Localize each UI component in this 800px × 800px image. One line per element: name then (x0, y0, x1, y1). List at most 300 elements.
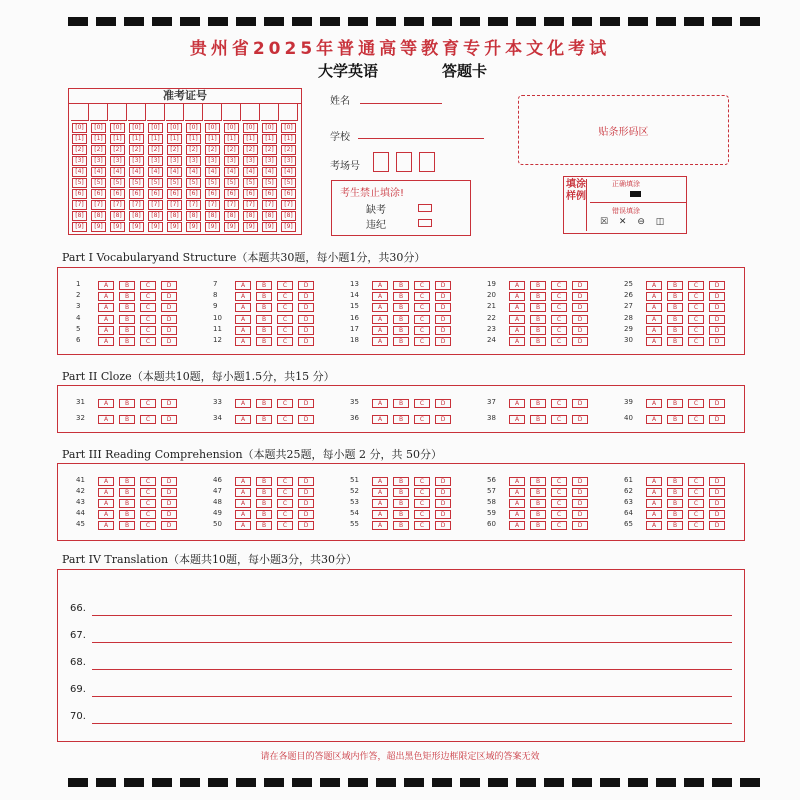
answer-option-d[interactable]: D (435, 477, 451, 486)
admission-digit-bubble[interactable]: [1] (167, 134, 182, 144)
answer-option-a[interactable]: A (646, 292, 662, 301)
admission-digit-bubble[interactable]: [8] (243, 211, 258, 221)
answer-option-c[interactable]: C (551, 399, 567, 408)
admission-digit-bubble[interactable]: [9] (224, 222, 239, 232)
answer-option-b[interactable]: B (393, 499, 409, 508)
answer-option-d[interactable]: D (435, 337, 451, 346)
admission-digit-bubble[interactable]: [7] (205, 200, 220, 210)
admission-digit-bubble[interactable]: [1] (110, 134, 125, 144)
answer-option-a[interactable]: A (235, 510, 251, 519)
admission-digit-bubble[interactable]: [8] (167, 211, 182, 221)
answer-option-c[interactable]: C (551, 292, 567, 301)
admission-digit-bubble[interactable]: [8] (110, 211, 125, 221)
admission-digit-bubble[interactable]: [2] (167, 145, 182, 155)
answer-option-a[interactable]: A (509, 315, 525, 324)
admission-digit-bubble[interactable]: [3] (224, 156, 239, 166)
answer-option-c[interactable]: C (551, 326, 567, 335)
admission-digit-bubble[interactable]: [9] (129, 222, 144, 232)
admission-number-write-cell[interactable] (71, 104, 89, 121)
translation-answer-line[interactable] (92, 723, 732, 724)
admission-number-write-cell[interactable] (223, 104, 241, 121)
answer-option-c[interactable]: C (414, 303, 430, 312)
admission-digit-bubble[interactable]: [4] (91, 167, 106, 177)
answer-option-d[interactable]: D (435, 303, 451, 312)
answer-option-d[interactable]: D (709, 477, 725, 486)
answer-option-a[interactable]: A (235, 337, 251, 346)
answer-option-a[interactable]: A (646, 326, 662, 335)
answer-option-c[interactable]: C (414, 510, 430, 519)
admission-digit-bubble[interactable]: [0] (262, 123, 277, 133)
admission-digit-bubble[interactable]: [4] (148, 167, 163, 177)
answer-option-b[interactable]: B (393, 488, 409, 497)
answer-option-a[interactable]: A (372, 281, 388, 290)
answer-option-c[interactable]: C (688, 315, 704, 324)
translation-answer-line[interactable] (92, 615, 732, 616)
admission-digit-bubble[interactable]: [3] (129, 156, 144, 166)
answer-option-c[interactable]: C (414, 337, 430, 346)
answer-option-a[interactable]: A (98, 477, 114, 486)
answer-option-c[interactable]: C (140, 488, 156, 497)
answer-option-c[interactable]: C (414, 521, 430, 530)
answer-option-b[interactable]: B (119, 292, 135, 301)
admission-digit-bubble[interactable]: [8] (186, 211, 201, 221)
answer-option-d[interactable]: D (161, 326, 177, 335)
answer-option-c[interactable]: C (414, 399, 430, 408)
answer-option-d[interactable]: D (709, 488, 725, 497)
answer-option-d[interactable]: D (161, 292, 177, 301)
answer-option-a[interactable]: A (235, 326, 251, 335)
exam-room-box-2[interactable] (396, 152, 412, 172)
admission-digit-bubble[interactable]: [6] (91, 189, 106, 199)
answer-option-d[interactable]: D (298, 281, 314, 290)
answer-option-d[interactable]: D (435, 415, 451, 424)
admission-digit-bubble[interactable]: [1] (243, 134, 258, 144)
answer-option-b[interactable]: B (119, 337, 135, 346)
admission-digit-bubble[interactable]: [6] (224, 189, 239, 199)
admission-number-write-cell[interactable] (185, 104, 203, 121)
answer-option-a[interactable]: A (372, 292, 388, 301)
name-field[interactable] (360, 102, 442, 104)
admission-digit-bubble[interactable]: [6] (281, 189, 296, 199)
admission-digit-bubble[interactable]: [3] (281, 156, 296, 166)
answer-option-b[interactable]: B (530, 326, 546, 335)
admission-digit-bubble[interactable]: [1] (72, 134, 87, 144)
answer-option-a[interactable]: A (509, 337, 525, 346)
answer-option-d[interactable]: D (709, 399, 725, 408)
admission-digit-bubble[interactable]: [5] (91, 178, 106, 188)
answer-option-b[interactable]: B (667, 477, 683, 486)
admission-digit-bubble[interactable]: [5] (205, 178, 220, 188)
answer-option-b[interactable]: B (256, 281, 272, 290)
answer-option-a[interactable]: A (372, 415, 388, 424)
admission-digit-bubble[interactable]: [3] (148, 156, 163, 166)
admission-digit-bubble[interactable]: [8] (224, 211, 239, 221)
answer-option-b[interactable]: B (530, 281, 546, 290)
translation-answer-line[interactable] (92, 696, 732, 697)
answer-option-d[interactable]: D (709, 510, 725, 519)
answer-option-b[interactable]: B (119, 399, 135, 408)
answer-option-d[interactable]: D (572, 303, 588, 312)
answer-option-b[interactable]: B (667, 303, 683, 312)
answer-option-b[interactable]: B (393, 399, 409, 408)
answer-option-b[interactable]: B (667, 315, 683, 324)
answer-option-c[interactable]: C (551, 499, 567, 508)
answer-option-a[interactable]: A (235, 477, 251, 486)
answer-option-d[interactable]: D (572, 521, 588, 530)
answer-option-c[interactable]: C (140, 499, 156, 508)
answer-option-c[interactable]: C (688, 477, 704, 486)
admission-digit-bubble[interactable]: [0] (148, 123, 163, 133)
admission-digit-bubble[interactable]: [2] (72, 145, 87, 155)
admission-digit-bubble[interactable]: [0] (91, 123, 106, 133)
admission-number-write-cell[interactable] (147, 104, 165, 121)
answer-option-c[interactable]: C (414, 315, 430, 324)
admission-digit-bubble[interactable]: [1] (148, 134, 163, 144)
answer-option-b[interactable]: B (530, 315, 546, 324)
answer-option-a[interactable]: A (646, 281, 662, 290)
answer-option-d[interactable]: D (298, 326, 314, 335)
answer-option-d[interactable]: D (709, 303, 725, 312)
answer-option-c[interactable]: C (551, 303, 567, 312)
answer-option-b[interactable]: B (393, 281, 409, 290)
admission-digit-bubble[interactable]: [4] (167, 167, 182, 177)
answer-option-a[interactable]: A (372, 399, 388, 408)
answer-option-b[interactable]: B (119, 510, 135, 519)
answer-option-c[interactable]: C (688, 399, 704, 408)
admission-digit-bubble[interactable]: [5] (129, 178, 144, 188)
admission-number-write-cell[interactable] (90, 104, 108, 121)
admission-number-write-cell[interactable] (280, 104, 298, 121)
admission-digit-bubble[interactable]: [1] (281, 134, 296, 144)
answer-option-c[interactable]: C (551, 521, 567, 530)
answer-option-b[interactable]: B (256, 510, 272, 519)
admission-number-write-cell[interactable] (261, 104, 279, 121)
answer-option-d[interactable]: D (161, 415, 177, 424)
answer-option-c[interactable]: C (140, 281, 156, 290)
answer-option-d[interactable]: D (298, 315, 314, 324)
admission-digit-bubble[interactable]: [9] (262, 222, 277, 232)
admission-digit-bubble[interactable]: [1] (262, 134, 277, 144)
answer-option-c[interactable]: C (551, 477, 567, 486)
answer-option-a[interactable]: A (646, 499, 662, 508)
admission-digit-bubble[interactable]: [9] (281, 222, 296, 232)
answer-option-a[interactable]: A (646, 315, 662, 324)
answer-option-a[interactable]: A (509, 499, 525, 508)
admission-digit-bubble[interactable]: [0] (281, 123, 296, 133)
answer-option-a[interactable]: A (235, 399, 251, 408)
admission-digit-bubble[interactable]: [7] (243, 200, 258, 210)
admission-number-write-cell[interactable] (128, 104, 146, 121)
answer-option-c[interactable]: C (414, 292, 430, 301)
admission-digit-bubble[interactable]: [7] (224, 200, 239, 210)
answer-option-d[interactable]: D (709, 499, 725, 508)
answer-option-c[interactable]: C (414, 488, 430, 497)
answer-option-b[interactable]: B (667, 337, 683, 346)
answer-option-d[interactable]: D (435, 499, 451, 508)
answer-option-a[interactable]: A (509, 399, 525, 408)
answer-option-d[interactable]: D (435, 521, 451, 530)
answer-option-c[interactable]: C (277, 477, 293, 486)
admission-digit-bubble[interactable]: [8] (262, 211, 277, 221)
answer-option-b[interactable]: B (119, 303, 135, 312)
admission-digit-bubble[interactable]: [3] (167, 156, 182, 166)
admission-digit-bubble[interactable]: [0] (167, 123, 182, 133)
answer-option-c[interactable]: C (688, 326, 704, 335)
answer-option-d[interactable]: D (435, 488, 451, 497)
answer-option-b[interactable]: B (667, 292, 683, 301)
answer-option-a[interactable]: A (98, 399, 114, 408)
answer-option-d[interactable]: D (709, 315, 725, 324)
admission-digit-bubble[interactable]: [8] (148, 211, 163, 221)
answer-option-a[interactable]: A (98, 510, 114, 519)
answer-option-c[interactable]: C (140, 477, 156, 486)
admission-digit-bubble[interactable]: [4] (205, 167, 220, 177)
answer-option-c[interactable]: C (688, 303, 704, 312)
answer-option-d[interactable]: D (572, 326, 588, 335)
answer-option-b[interactable]: B (256, 415, 272, 424)
translation-answer-line[interactable] (92, 669, 732, 670)
answer-option-d[interactable]: D (709, 292, 725, 301)
answer-option-b[interactable]: B (256, 326, 272, 335)
answer-option-b[interactable]: B (393, 337, 409, 346)
admission-digit-bubble[interactable]: [8] (205, 211, 220, 221)
admission-number-write-cell[interactable] (166, 104, 184, 121)
answer-option-b[interactable]: B (530, 510, 546, 519)
answer-option-a[interactable]: A (98, 281, 114, 290)
answer-option-b[interactable]: B (256, 315, 272, 324)
admission-digit-bubble[interactable]: [9] (186, 222, 201, 232)
answer-option-d[interactable]: D (435, 510, 451, 519)
answer-option-a[interactable]: A (235, 292, 251, 301)
answer-option-b[interactable]: B (119, 315, 135, 324)
answer-option-b[interactable]: B (530, 488, 546, 497)
answer-option-b[interactable]: B (256, 292, 272, 301)
admission-number-write-cell[interactable] (204, 104, 222, 121)
answer-option-c[interactable]: C (414, 499, 430, 508)
answer-option-d[interactable]: D (572, 281, 588, 290)
admission-digit-bubble[interactable]: [6] (110, 189, 125, 199)
answer-option-c[interactable]: C (551, 415, 567, 424)
answer-option-c[interactable]: C (414, 281, 430, 290)
school-field[interactable] (358, 137, 484, 139)
answer-option-a[interactable]: A (98, 303, 114, 312)
translation-answer-line[interactable] (92, 642, 732, 643)
admission-digit-bubble[interactable]: [2] (262, 145, 277, 155)
answer-option-b[interactable]: B (256, 337, 272, 346)
answer-option-a[interactable]: A (646, 488, 662, 497)
answer-option-d[interactable]: D (298, 337, 314, 346)
answer-option-b[interactable]: B (119, 499, 135, 508)
answer-option-a[interactable]: A (372, 510, 388, 519)
answer-option-c[interactable]: C (277, 415, 293, 424)
admission-digit-bubble[interactable]: [4] (281, 167, 296, 177)
answer-option-d[interactable]: D (298, 510, 314, 519)
admission-digit-bubble[interactable]: [4] (262, 167, 277, 177)
answer-option-b[interactable]: B (119, 326, 135, 335)
answer-option-d[interactable]: D (572, 315, 588, 324)
admission-digit-bubble[interactable]: [0] (186, 123, 201, 133)
admission-digit-bubble[interactable]: [6] (129, 189, 144, 199)
admission-digit-bubble[interactable]: [1] (186, 134, 201, 144)
answer-option-c[interactable]: C (277, 292, 293, 301)
answer-option-b[interactable]: B (119, 477, 135, 486)
answer-option-d[interactable]: D (298, 292, 314, 301)
answer-option-c[interactable]: C (140, 315, 156, 324)
answer-option-d[interactable]: D (298, 415, 314, 424)
answer-option-c[interactable]: C (551, 337, 567, 346)
answer-option-a[interactable]: A (235, 488, 251, 497)
absent-checkbox[interactable] (418, 204, 432, 212)
answer-option-b[interactable]: B (256, 477, 272, 486)
answer-option-c[interactable]: C (140, 510, 156, 519)
answer-option-a[interactable]: A (98, 326, 114, 335)
answer-option-a[interactable]: A (372, 326, 388, 335)
answer-option-a[interactable]: A (235, 499, 251, 508)
answer-option-d[interactable]: D (435, 281, 451, 290)
answer-option-b[interactable]: B (530, 303, 546, 312)
admission-digit-bubble[interactable]: [5] (167, 178, 182, 188)
admission-digit-bubble[interactable]: [1] (129, 134, 144, 144)
answer-option-c[interactable]: C (140, 303, 156, 312)
answer-option-b[interactable]: B (530, 499, 546, 508)
answer-option-a[interactable]: A (509, 488, 525, 497)
answer-option-d[interactable]: D (161, 499, 177, 508)
answer-option-d[interactable]: D (298, 303, 314, 312)
answer-option-c[interactable]: C (688, 521, 704, 530)
answer-option-a[interactable]: A (509, 281, 525, 290)
answer-option-a[interactable]: A (98, 415, 114, 424)
admission-digit-bubble[interactable]: [0] (224, 123, 239, 133)
answer-option-a[interactable]: A (372, 499, 388, 508)
answer-option-c[interactable]: C (140, 521, 156, 530)
answer-option-c[interactable]: C (140, 415, 156, 424)
admission-digit-bubble[interactable]: [5] (186, 178, 201, 188)
answer-option-d[interactable]: D (298, 488, 314, 497)
answer-option-d[interactable]: D (435, 326, 451, 335)
answer-option-a[interactable]: A (372, 303, 388, 312)
answer-option-a[interactable]: A (98, 315, 114, 324)
answer-option-a[interactable]: A (372, 521, 388, 530)
admission-digit-bubble[interactable]: [7] (72, 200, 87, 210)
admission-digit-bubble[interactable]: [2] (224, 145, 239, 155)
answer-option-b[interactable]: B (393, 326, 409, 335)
answer-option-b[interactable]: B (530, 399, 546, 408)
answer-option-d[interactable]: D (572, 477, 588, 486)
answer-option-d[interactable]: D (161, 281, 177, 290)
answer-option-b[interactable]: B (393, 477, 409, 486)
admission-digit-bubble[interactable]: [6] (72, 189, 87, 199)
violation-checkbox[interactable] (418, 219, 432, 227)
admission-digit-bubble[interactable]: [0] (243, 123, 258, 133)
answer-option-b[interactable]: B (667, 499, 683, 508)
answer-option-d[interactable]: D (298, 521, 314, 530)
answer-option-b[interactable]: B (256, 499, 272, 508)
answer-option-c[interactable]: C (414, 326, 430, 335)
answer-option-d[interactable]: D (435, 315, 451, 324)
admission-digit-bubble[interactable]: [3] (72, 156, 87, 166)
answer-option-d[interactable]: D (161, 477, 177, 486)
admission-digit-bubble[interactable]: [4] (72, 167, 87, 177)
answer-option-a[interactable]: A (509, 477, 525, 486)
admission-digit-bubble[interactable]: [9] (91, 222, 106, 232)
admission-digit-bubble[interactable]: [8] (91, 211, 106, 221)
answer-option-d[interactable]: D (161, 510, 177, 519)
admission-digit-bubble[interactable]: [3] (205, 156, 220, 166)
answer-option-a[interactable]: A (235, 415, 251, 424)
answer-option-d[interactable]: D (709, 521, 725, 530)
answer-option-d[interactable]: D (572, 415, 588, 424)
answer-option-b[interactable]: B (530, 292, 546, 301)
answer-option-c[interactable]: C (688, 488, 704, 497)
answer-option-d[interactable]: D (161, 488, 177, 497)
admission-digit-bubble[interactable]: [1] (91, 134, 106, 144)
answer-option-a[interactable]: A (372, 477, 388, 486)
admission-digit-bubble[interactable]: [7] (110, 200, 125, 210)
exam-room-box-3[interactable] (419, 152, 435, 172)
answer-option-b[interactable]: B (393, 510, 409, 519)
admission-digit-bubble[interactable]: [6] (148, 189, 163, 199)
answer-option-c[interactable]: C (688, 415, 704, 424)
answer-option-a[interactable]: A (509, 510, 525, 519)
answer-option-c[interactable]: C (277, 326, 293, 335)
admission-digit-bubble[interactable]: [3] (186, 156, 201, 166)
answer-option-d[interactable]: D (161, 303, 177, 312)
admission-digit-bubble[interactable]: [7] (262, 200, 277, 210)
answer-option-d[interactable]: D (435, 399, 451, 408)
admission-digit-bubble[interactable]: [6] (167, 189, 182, 199)
answer-option-b[interactable]: B (393, 415, 409, 424)
answer-option-a[interactable]: A (646, 415, 662, 424)
answer-option-d[interactable]: D (161, 337, 177, 346)
admission-digit-bubble[interactable]: [3] (262, 156, 277, 166)
answer-option-b[interactable]: B (667, 281, 683, 290)
admission-digit-bubble[interactable]: [5] (72, 178, 87, 188)
answer-option-b[interactable]: B (530, 521, 546, 530)
answer-option-a[interactable]: A (646, 337, 662, 346)
answer-option-c[interactable]: C (277, 488, 293, 497)
answer-option-b[interactable]: B (119, 521, 135, 530)
answer-option-d[interactable]: D (709, 415, 725, 424)
answer-option-d[interactable]: D (709, 326, 725, 335)
admission-digit-bubble[interactable]: [4] (186, 167, 201, 177)
admission-digit-bubble[interactable]: [0] (72, 123, 87, 133)
answer-option-c[interactable]: C (414, 415, 430, 424)
answer-option-b[interactable]: B (667, 399, 683, 408)
answer-option-d[interactable]: D (161, 521, 177, 530)
answer-option-c[interactable]: C (688, 499, 704, 508)
admission-digit-bubble[interactable]: [4] (243, 167, 258, 177)
answer-option-a[interactable]: A (235, 521, 251, 530)
answer-option-b[interactable]: B (119, 415, 135, 424)
answer-option-c[interactable]: C (277, 281, 293, 290)
admission-digit-bubble[interactable]: [2] (91, 145, 106, 155)
answer-option-c[interactable]: C (688, 337, 704, 346)
answer-option-c[interactable]: C (551, 315, 567, 324)
admission-digit-bubble[interactable]: [4] (129, 167, 144, 177)
admission-digit-bubble[interactable]: [8] (72, 211, 87, 221)
answer-option-a[interactable]: A (235, 281, 251, 290)
admission-digit-bubble[interactable]: [5] (262, 178, 277, 188)
admission-digit-bubble[interactable]: [3] (243, 156, 258, 166)
answer-option-a[interactable]: A (98, 521, 114, 530)
answer-option-b[interactable]: B (530, 477, 546, 486)
admission-digit-bubble[interactable]: [5] (281, 178, 296, 188)
answer-option-b[interactable]: B (530, 415, 546, 424)
admission-digit-bubble[interactable]: [2] (281, 145, 296, 155)
answer-option-c[interactable]: C (277, 510, 293, 519)
answer-option-c[interactable]: C (277, 399, 293, 408)
answer-option-a[interactable]: A (509, 415, 525, 424)
